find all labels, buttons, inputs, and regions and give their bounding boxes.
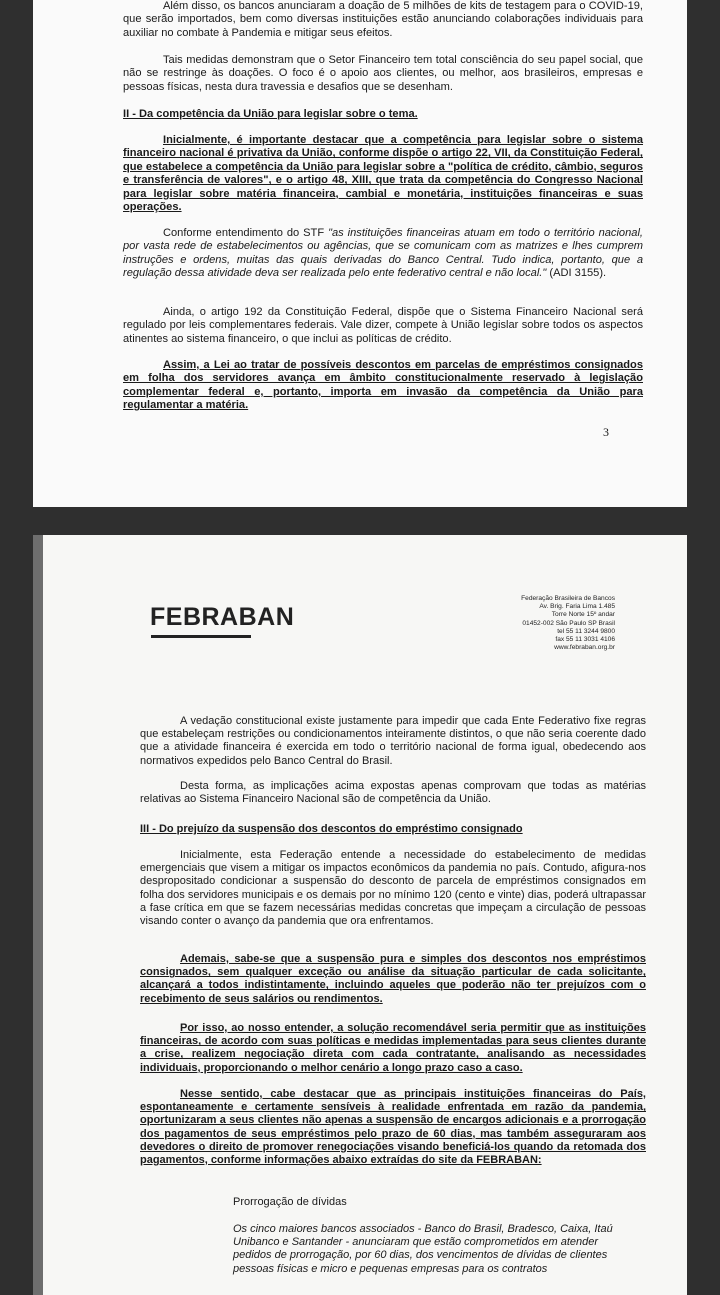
section-heading-iii: III - Do prejuízo da suspensão dos descontos do empréstimo consignado xyxy=(140,823,523,835)
paragraph-constitutional-prohibition: A vedação constitucional existe justamente para impedir que cada Ente Federativo fixe regras que estabeleçam restrições ou condicionamentos inteiramente distintos, o que não seria coerente dado que a atividade financeira é exercida em todo o território nacional de forma igual, obedecendo aos normativos expedidos pelo Banco Central do Brasil. xyxy=(140,715,646,767)
paragraph-recommended-solution: Por isso, ao nosso entender, a solução recomendável seria permitir que as instituições financeiras, de acordo com suas políticas e medidas implementadas para seus clientes durante a crise, realizem negociação direta com cada contratante, analisando as necessidades individuais, proporcionando o melhor cenário a longo prazo caso a caso. xyxy=(140,1022,646,1074)
section-heading-ii: II - Da competência da União para legislar sobre o tema. xyxy=(123,108,418,120)
document-page-4 xyxy=(33,535,687,1295)
address-line: tel 55 11 3244 9800 xyxy=(557,627,615,635)
address-line: Av. Brig. Faria Lima 1.485 xyxy=(539,603,615,611)
paragraph-financial-sector: Tais medidas demonstram que o Setor Financeiro tem total consciência do seu papel social, que não se restringe às doações. O foco é o apoio aos clientes, ou melhor, aos brasileiros, empresas e pessoas físicas, nesta dura travessia e desafios que se desenham. xyxy=(123,54,643,93)
stf-intro-text: Conforme entendimento do STF xyxy=(163,227,329,239)
paragraph-bank-initiatives: Nesse sentido, cabe destacar que as principais instituições financeiras do País, espontaneamente e certamente sensíveis à realidade enfrentada em razão da pandemia, oportunizaram a seus clientes não apenas a suspensão de encargos adicionais e a prorrogação dos pagamentos de seus empréstimos pelo prazo de 60 dias, mas também asseguraram aos devedores o direito de promover renegociações visando beneficiá-los quando da retomada dos pagamentos, conforme informações abaixo extraídas do site da FEBRABAN: xyxy=(140,1088,646,1167)
logo-underline xyxy=(151,635,251,638)
paragraph-suspension-effects: Ademais, sabe-se que a suspensão pura e simples dos descontos nos empréstimos consignados, sem qualquer exceção ou análise da situação particular de cada solicitante, alcançará a todos indistintamente, incluindo aqueles que poderão não ter prejuízos com o recebimento de seus salários ou rendimentos. xyxy=(140,953,646,1005)
stf-reference: (ADI 3155). xyxy=(546,267,607,280)
quote-debt-extension: Os cinco maiores bancos associados - Banco do Brasil, Bradesco, Caixa, Itaú Unibanco e Santander - anunciaram que estão comprometidos em atender pedidos de prorrogação, por 60 dias, dos vencimentos de dívidas de clientes pessoas físicas e micro e pequenas empresas para os contratos xyxy=(233,1223,613,1275)
paragraph-bank-donations: Além disso, os bancos anunciaram a doação de 5 milhões de kits de testagem para o COVID-19, que serão importados, bem como diversas instituições estão anunciando colaborações individuais para auxiliar no combate à Pandemia e mitigar seus efeitos. xyxy=(123,0,643,39)
address-line: Torre Norte 15º andar xyxy=(551,611,615,619)
paragraph-law-invasion: Assim, a Lei ao tratar de possíveis descontos em parcelas de empréstimos consignados em folha dos servidores avança em âmbito constitucionalmente reservado à legislação complementar federal e, portanto, importa em invasão da competência da União para regulamentar a matéria. xyxy=(123,359,643,412)
letterhead-address xyxy=(483,595,615,652)
febraban-logo: FEBRABAN xyxy=(150,603,295,631)
paragraph-emergency-measures: Inicialmente, esta Federação entende a necessidade do estabelecimento de medidas emergenciais que visem a mitigar os impactos econômicos da pandemia no país. Contudo, afigura-nos despropositado condicionar a suspensão do desconto de parcela de empréstimos consignados em folha dos servidores municipais e os demais por no mínimo 120 (cento e vinte) dias, poderá ultrapassar a fase crítica em que se fazem necessárias medidas concretas que impeçam a circulação de pessoas visando conter o avanço da pandemia que ora enfrentamos. xyxy=(140,849,646,928)
page-number: 3 xyxy=(603,425,609,439)
address-line: fax 55 11 3031 4106 xyxy=(555,636,615,644)
stf-quote-text: "as instituições financeiras atuam em todo o território nacional, por vasta rede de estabelecimentos ou agências, que se comunicam com as matrizes e lhes cumprem instruções e ordens, muitas das quais derivadas do Banco Central. Tudo indica, portanto, que a regulação dessa atividade deva ser realizada pelo ente federativo central e não local." xyxy=(123,227,643,280)
binder-strip xyxy=(33,535,43,1295)
paragraph-union-competence: Inicialmente, é importante destacar que a competência para legislar sobre o sistema financeiro nacional é privativa da União, conforme dispõe o artigo 22, VII, da Constituição Federal, que estabelece a competência da União para legislar sobre a "política de crédito, câmbio, seguros e transferência de valores", e o artigo 48, XIII, que trata da competência do Congresso Nacional para legislar sobre matéria financeira, cambial e monetária, instituições financeiras e suas operações. xyxy=(123,134,643,214)
address-line: 01452-002 São Paulo SP Brasil xyxy=(522,619,615,627)
document-page-3 xyxy=(33,0,687,507)
address-line: Federação Brasileira de Bancos xyxy=(521,595,615,602)
address-line: www.febraban.org.br xyxy=(554,644,615,652)
paragraph-stf-understanding xyxy=(123,227,643,281)
quote-title: Prorrogação de dívidas xyxy=(233,1196,347,1208)
paragraph-implications: Desta forma, as implicações acima expostas apenas comprovam que todas as matérias relativas ao Sistema Financeiro Nacional são de competência da União. xyxy=(140,780,646,806)
paragraph-article-192: Ainda, o artigo 192 da Constituição Federal, dispõe que o Sistema Financeiro Nacional será regulado por leis complementares federais. Vale dizer, compete à União legislar sobre todos os aspectos atinentes ao sistema financeiro, o que inclui as políticas de crédito. xyxy=(123,306,643,345)
